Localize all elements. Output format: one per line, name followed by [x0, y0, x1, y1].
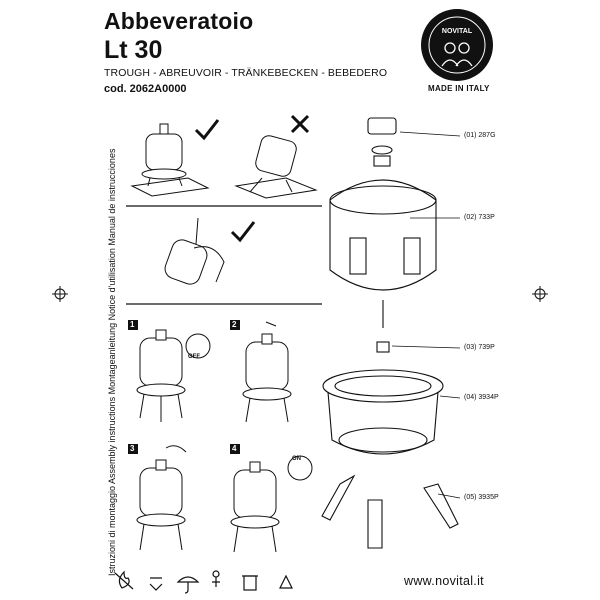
product-title: Abbeveratoio	[104, 8, 254, 34]
product-model: Lt 30	[104, 36, 163, 64]
part-label-01: (01) 287G	[464, 132, 496, 139]
part-label-04: (04) 3934P	[464, 394, 499, 401]
dispose-bin-icon	[242, 576, 258, 590]
step-number-4: 4	[232, 444, 237, 453]
product-subtitle: TROUGH - ABREUVOIR - TRÄNKEBECKEN - BEBEDERO	[104, 67, 388, 79]
keep-dry-icon	[178, 577, 198, 593]
step-number-3: 3	[130, 444, 135, 453]
part-label-02: (02) 733P	[464, 214, 495, 221]
no-children-icon	[212, 571, 220, 587]
website-label: www.novital.it	[404, 574, 484, 588]
logo-text: NOVITAL	[441, 28, 473, 35]
no-fire-icon	[115, 572, 133, 589]
step-number-1: 1	[130, 320, 135, 329]
made-in-label: MADE IN ITALY	[428, 84, 490, 93]
valve-on-label: ON	[292, 456, 301, 462]
part-label-03: (03) 739P	[464, 344, 495, 351]
recycle-icon	[280, 576, 292, 588]
handle-with-care-icon	[150, 578, 162, 590]
side-instructions-text: Istruzioni di montaggio Assembly instructions Montageanleitung Notice d'utilisation Manual de instrucciones	[107, 148, 117, 576]
part-label-05: (05) 3935P	[464, 494, 499, 501]
valve-off-label: OFF	[188, 354, 200, 360]
step-number-2: 2	[232, 320, 237, 329]
product-code: cod. 2062A0000	[104, 83, 187, 95]
